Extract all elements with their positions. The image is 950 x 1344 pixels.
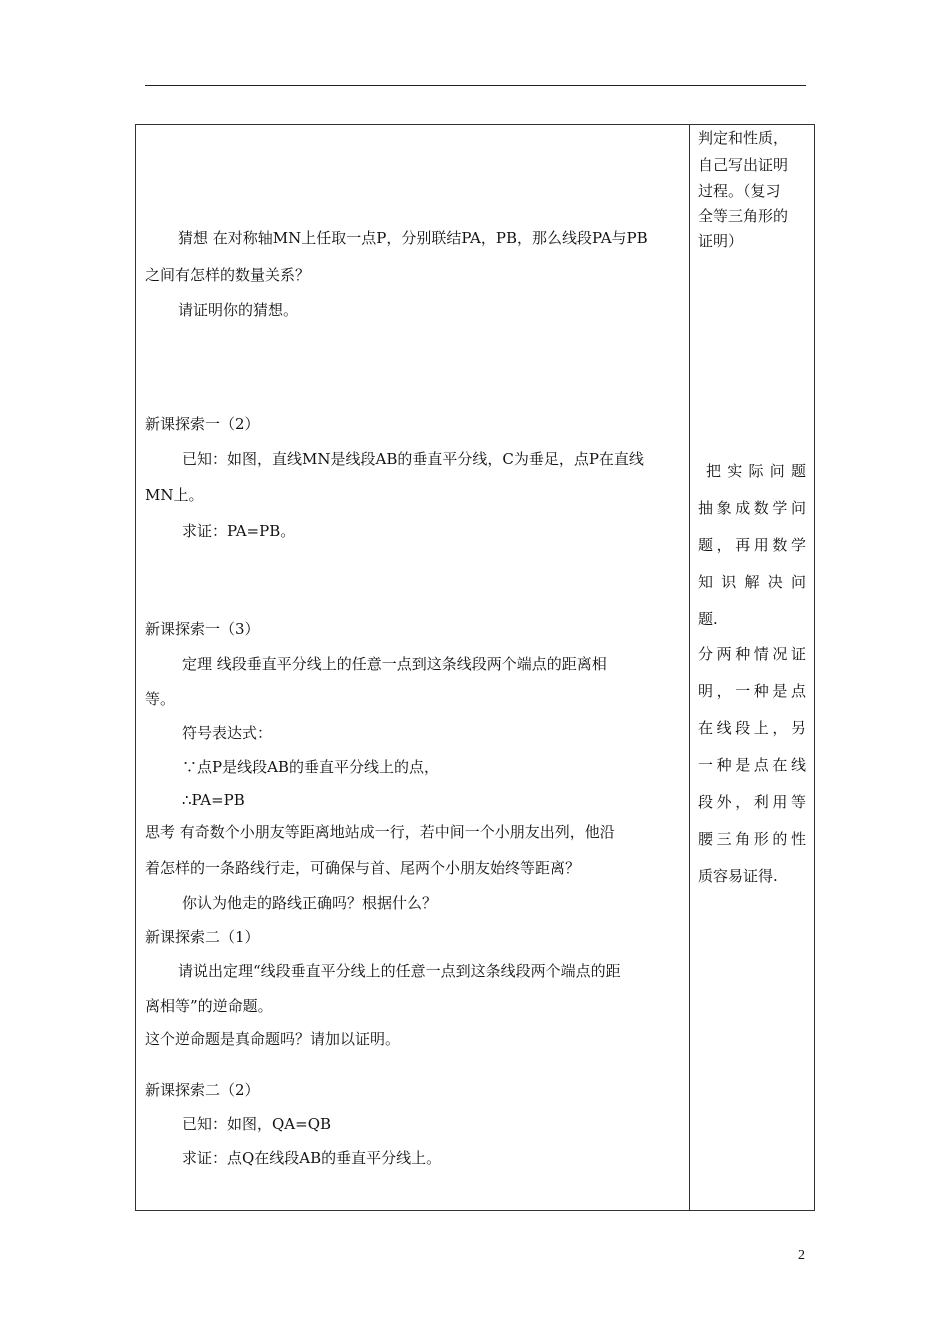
page-number: 2 — [798, 1248, 805, 1263]
side-note-2-line-2: 抽象成数学问 — [698, 499, 806, 517]
s2-2-prove: 求证：点Q在线段AB的垂直平分线上。 — [182, 1149, 442, 1167]
s1-2-given-line-1: 已知：如图，直线MN是线段AB的垂直平分线，C为垂足，点P在直线 — [182, 450, 644, 468]
side-note-1-line-2: 自己写出证明 — [698, 156, 789, 174]
section-2-2-title: 新课探索二（2） — [145, 1081, 260, 1099]
side-note-1-line-3: 过程。（复习 — [698, 182, 781, 200]
side-note-1-line-1: 判定和性质， — [698, 129, 789, 147]
side-note-3-line-2: 明，一种是点 — [698, 682, 806, 700]
side-note-2-line-1: 把实际问题 — [706, 462, 806, 480]
side-note-2-line-4: 知识解决问 — [698, 573, 806, 591]
side-note-2-line-3: 题，再用数学 — [698, 536, 806, 554]
section-1-2-title: 新课探索一（2） — [145, 415, 260, 433]
side-note-3-line-7: 质容易证得. — [698, 867, 778, 885]
theorem-line-1: 定理 线段垂直平分线上的任意一点到这条线段两个端点的距离相 — [182, 655, 607, 673]
s2-2-given: 已知：如图，QA=QB — [182, 1115, 332, 1133]
side-note-2-line-5: 题. — [698, 610, 718, 628]
theorem-line-2: 等。 — [145, 690, 176, 708]
prove-prompt: 请证明你的猜想。 — [178, 301, 299, 319]
because-line: ∵点P是线段AB的垂直平分线上的点， — [182, 758, 439, 776]
symbol-label: 符号表达式： — [182, 724, 273, 742]
side-note-3-line-4: 一种是点在线 — [698, 756, 806, 774]
think-line-2: 着怎样的一条路线行走，可确保与首、尾两个小朋友始终等距离？ — [145, 859, 581, 877]
side-note-3-line-3: 在线段上，另 — [698, 719, 806, 737]
section-2-1-title: 新课探索二（1） — [145, 928, 260, 946]
think-line-1: 思考 有奇数个小朋友等距离地站成一行，若中间一个小朋友出列，他沿 — [145, 823, 615, 841]
side-note-3-line-6: 腰三角形的性 — [698, 830, 806, 848]
s1-2-given-line-2: MN上。 — [145, 486, 204, 504]
section-1-3-title: 新课探索一（3） — [145, 620, 260, 638]
conjecture-line-2: 之间有怎样的数量关系？ — [145, 266, 311, 284]
conjecture-line-1: 猜想 在对称轴MN上任取一点P，分别联结PA，PB，那么线段PA与PB — [178, 229, 648, 247]
s1-2-prove: 求证：PA=PB。 — [182, 522, 296, 540]
therefore-line: ∴PA=PB — [182, 791, 245, 809]
converse-line-2: 离相等”的逆命题。 — [145, 997, 273, 1015]
think-line-3: 你认为他走的路线正确吗？根据什么？ — [182, 894, 438, 912]
column-divider — [689, 124, 690, 1211]
side-note-3-line-1: 分两种情况证 — [698, 645, 806, 663]
side-note-1-line-5: 证明） — [698, 232, 744, 250]
side-note-3-line-5: 段外，利用等 — [698, 793, 806, 811]
header-rule — [145, 85, 806, 86]
side-note-1-line-4: 全等三角形的 — [698, 207, 789, 225]
converse-line-3: 这个逆命题是真命题吗？请加以证明。 — [145, 1030, 401, 1048]
converse-line-1: 请说出定理“线段垂直平分线上的任意一点到这条线段两个端点的距 — [178, 962, 621, 980]
